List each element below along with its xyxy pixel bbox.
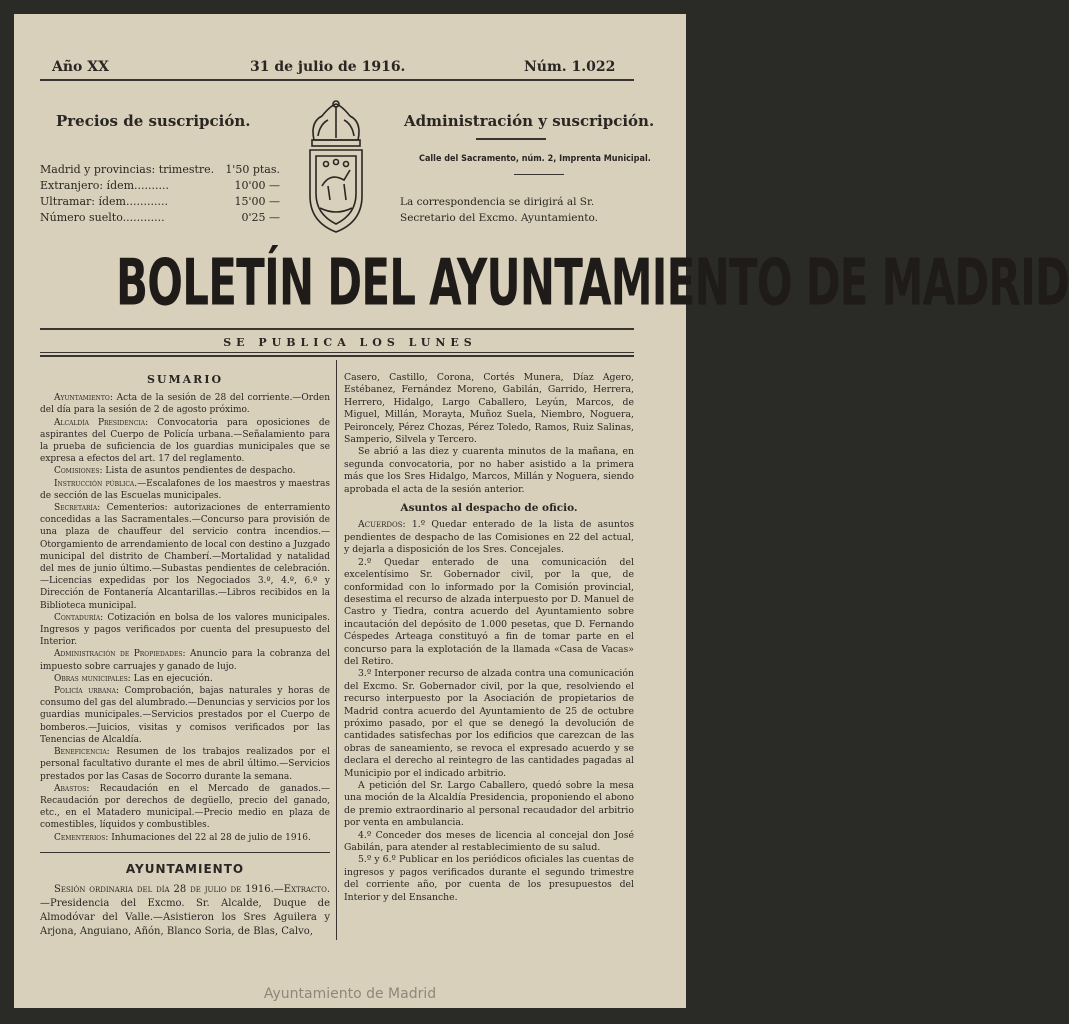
sumario-item: Instrucción pública.—Escalafones de los maestros y maestras de sección de las Escuelas municipales. xyxy=(40,478,330,501)
attendees-text: Casero, Castillo, Corona, Cortés Munera, Díaz Agero, Estébanez, Fernández Moreno, Gabilán, Garrido, Herrera, Herrero, Hidalgo, Largo Caballero, Leyún, Marcos, de Miguel, Millán, Morayta, Muñoz Suela, Niembro, Noguera, Peironcely, Pérez Chozas, Pérez Toledo, Ramos, Ruiz Salinas, Samperio, Silvela y Tercero. xyxy=(344,372,634,446)
ayuntamiento-title: AYUNTAMIENTO xyxy=(125,861,245,876)
sumario-title: SUMARIO xyxy=(146,373,224,386)
price-row: Extranjero: ídem.......... 10'00 — xyxy=(40,179,280,192)
sumario-item: Cementerios: Inhumaciones del 22 al 28 de julio de 1916. xyxy=(54,832,311,843)
issue-date: 31 de julio de 1916. xyxy=(250,59,406,75)
agreement-item: 2.º Quedar enterado de una comunicación del excelentísimo Sr. Gobernador civil, por la que, de conformidad con lo informado por la Comisión provincial, desestima el recurso de alzada interpuesto por D. Manuel de Castro y Tiedra, contra acuerdo del Ayuntamiento sobre incautación del depósito de 1.000 pesetas, que D. Fernando Céspedes Arteaga constituyó a fin de tomar parte en el concurso para la explotación de la llamada «Casa de Vacas» del Retiro. xyxy=(344,556,634,667)
sumario-item: Beneficencia: Resumen de los trabajos realizados por el personal facultativo durante el mes de abril último.—Servicios prestados por las Casas de Socorro durante la semana. xyxy=(40,747,330,782)
administration-address: Calle del Sacramento, núm. 2, Imprenta Municipal. xyxy=(419,154,651,164)
masthead-title: BOLETÍN DEL AYUNTAMIENTO DE MADRID xyxy=(116,246,1069,321)
footer-watermark: Ayuntamiento de Madrid xyxy=(263,986,437,1002)
agreement-item: 4.º Conceder dos meses de licencia al concejal don José Gabilán, para atender al restablecimiento de su salud. xyxy=(344,829,634,854)
session-lead: Sesión ordinaria del día 28 de julio de 1916.—Extracto.—Presidencia del Excmo. Sr. Alcalde, Duque de Almodóvar del Valle.—Asistieron los Sres Aguilera y Arjona, Anguiano, Añón, Blanco Soria, de Blas, Calvo, xyxy=(40,883,330,937)
sumario-item: Alcaldía Presidencia: Convocatoria para oposiciones de aspirantes del Cuerpo de Policía urbana.—Señalamiento para la prueba de suficiencia de los guardias municipales que se expresa a efectos del art. 17 del reglamento. xyxy=(40,417,330,465)
section-rule xyxy=(40,852,330,853)
sumario-item: Secretaría: Cementerios: autorizaciones de enterramiento concedidas a las Sacramentales.—Concurso para provisión de una plaza de chauffeur del servicio contra incendios.—Otorgamiento de arrendamiento de local con destino a Juzgado municipal del distrito de Chamberí.—Mortalidad y natalidad del mes de junio último.—Subastas pendientes de celebración.—Licencias expedidas por los Negociados 3.º, 4.º, 6.º y Dirección de Fontanería Alcantarillas.—Libros recibidos en la Biblioteca municipal. xyxy=(40,503,330,611)
agreement-item: A petición del Sr. Largo Caballero, quedó sobre la mesa una moción de la Alcaldía Presidencia, proponiendo el abono de premio extraordinario al personal recaudador del arbitrio por venta en ambulancia. xyxy=(344,780,634,829)
masthead-rule-bottom xyxy=(40,355,634,357)
publication-note: SE PUBLICA LOS LUNES xyxy=(223,336,477,349)
section-title: Asuntos al despacho de oficio. xyxy=(400,502,578,515)
newspaper-page xyxy=(14,14,1069,1008)
price-row: Número suelto............ 0'25 — xyxy=(40,211,280,224)
administration-note: La correspondencia se dirigirá al Sr. Secretario del Excmo. Ayuntamiento. xyxy=(400,196,598,224)
sumario-item: Ayuntamiento: Acta de la sesión de 28 del corriente.—Orden del día para la sesión de 2 de agosto próximo. xyxy=(40,393,330,416)
right-column xyxy=(344,372,634,904)
madrid-coat-of-arms xyxy=(300,100,372,240)
sumario-item: Policía urbana: Comprobación, bajas naturales y horas de consumo del gas del alumbrado.—Denuncias y servicios por los guardias municipales.—Servicios prestados por el Cuerpo de bomberos.—Juicios, visitas y comisos verificados por las Tenencias de Alcaldía. xyxy=(40,686,330,745)
opening-text: Se abrió a las diez y cuarenta minutos de la mañana, en segunda convocatoria, por no haber asistido a la primera más que los Sres Hidalgo, Marcos, Millán y Noguera, siendo aprobada el acta de la sesión anterior. xyxy=(344,446,634,495)
agreement-item: Acuerdos: 1.º Quedar enterado de la lista de asuntos pendientes de despacho de las Comisiones en 22 del actual, y dejarla a disposición de los Sres. Concejales. xyxy=(344,519,634,556)
price-row: Ultramar: ídem............ 15'00 — xyxy=(40,195,280,208)
left-column xyxy=(40,372,330,939)
administration-underline xyxy=(476,138,546,140)
sumario-item: Obras municipales: Las en ejecución. xyxy=(54,673,213,684)
sumario-item: Administración de Propiedades: Anuncio para la cobranza del impuesto sobre carruajes y ganado de lujo. xyxy=(40,649,330,672)
header-rule xyxy=(40,79,634,81)
sumario-item: Contaduría: Cotización en bolsa de los valores municipales. Ingresos y pagos verificados por cuenta del presupuesto del Interior. xyxy=(40,612,330,648)
masthead-rule-top xyxy=(40,328,634,330)
sumario-item: Comisiones: Lista de asuntos pendientes de despacho. xyxy=(54,466,296,477)
masthead-rule-mid xyxy=(40,352,634,353)
issue-year: Año XX xyxy=(52,59,109,75)
administration-title: Administración y suscripción. xyxy=(404,112,655,130)
subscription-prices xyxy=(40,162,280,226)
column-divider xyxy=(336,360,337,940)
price-row: Madrid y provincias: trimestre. 1'50 ptas. xyxy=(40,163,280,176)
address-underline xyxy=(514,174,564,175)
agreement-item: 5.º y 6.º Publicar en los periódicos oficiales las cuentas de ingresos y pagos verificados durante el segundo trimestre del corriente año, por cuenta de los presupuestos del Interior y del Ensanche. xyxy=(344,854,634,903)
sumario-item: Abastos: Recaudación en el Mercado de ganados.—Recaudación por derechos de degüello, precio del ganado, etc., en el Matadero municipal.—Precio medio en plaza de comestibles, líquidos y combustibles. xyxy=(40,783,330,831)
agreement-item: 3.º Interponer recurso de alzada contra una comunicación del Excmo. Sr. Gobernador civil, por la que, resolviendo el recurso interpuesto por la Asociación de propietarios de Madrid contra acuerdo del Ayuntamiento de 25 de octubre próximo pasado, por el que se denegó la devolución de cantidades satisfechas por los edificios que carezcan de las obras de saneamiento, se revoca el expresado acuerdo y se declara el derecho al reintegro de las cantidades pagadas al Municipio por el indicado arbitrio. xyxy=(344,668,634,779)
issue-number: Núm. 1.022 xyxy=(524,59,616,75)
subscription-title: Precios de suscripción. xyxy=(56,112,251,130)
